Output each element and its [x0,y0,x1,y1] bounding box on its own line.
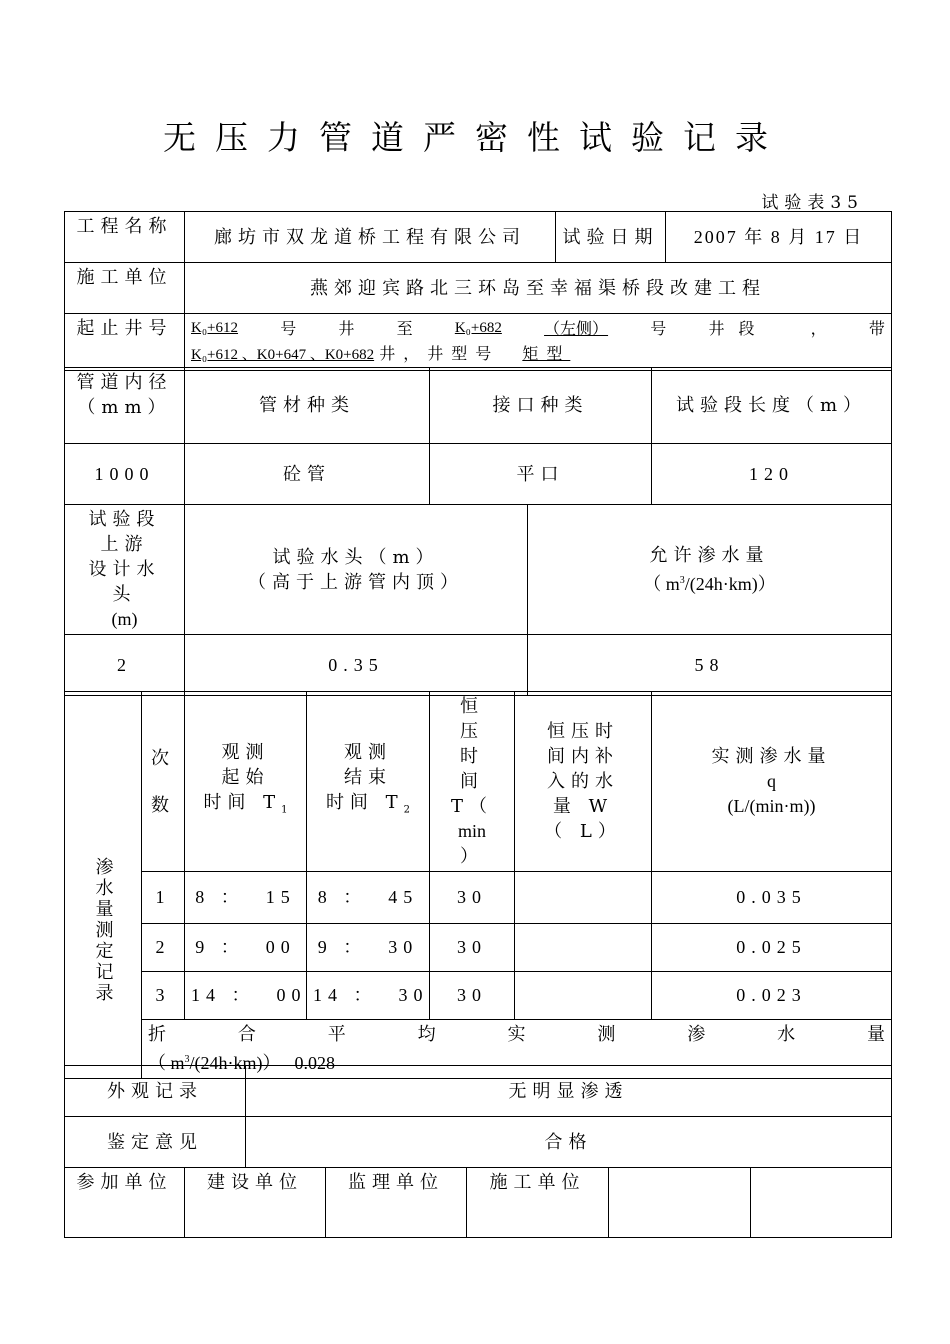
well-range-line-1 [191,316,885,341]
col-q-1: 实测渗水量 [711,746,832,767]
well-text-hao-2: 号 [650,319,667,338]
water-head-table [64,504,892,696]
well-range-label: 起止井号 [65,314,185,371]
design-head-value: 2 [65,635,185,696]
appearance-value: 无明显渗透 [246,1066,892,1117]
table-row [65,972,892,1020]
supervise-unit-label: 监理单位 [326,1168,467,1238]
test-date-label: 试验日期 [556,212,666,263]
row-start-time: 9 ： 00 [185,924,307,972]
test-head-label-2: （高于上游管内顶） [248,571,464,593]
col-q-3: (L/(min·m)) [727,796,816,816]
participants-table [64,1167,892,1238]
row-const-time: 30 [430,872,515,924]
row-water-added [515,872,652,924]
project-name-label: 工程名称 [65,212,185,263]
col-end-3: 时间 T [325,792,404,814]
appearance-label: 外观记录 [65,1066,246,1117]
row-const-time: 30 [430,972,515,1020]
construct-unit-label: 施工单位 [467,1168,609,1238]
pipe-material-value: 砼管 [185,444,430,505]
col-end-1: 观测 [344,742,392,764]
well-type-label: 井，井型号 [379,344,500,363]
col-const-7: ） [460,846,484,867]
row-seepage-q: 0.023 [652,972,892,1020]
pipe-diameter-value: 1000 [65,444,185,505]
test-head-value: 0.35 [185,635,528,696]
col-start-2: 起始 [221,767,270,789]
row-seepage-q: 0.035 [652,872,892,924]
col-const-5: T（ [450,796,493,817]
participants-label: 参加单位 [65,1168,185,1238]
design-head-label-3: 设计水 [88,559,161,580]
well-text-hao: 号 [280,319,297,338]
col-const-2: 压 [460,721,484,742]
well-range-value [185,314,892,371]
test-head-label-1: 试验水头（m） [272,546,440,568]
col-q-header [652,692,892,872]
col-count-header [142,692,185,872]
well-text-dai: 带 [868,319,885,338]
construction-unit-label: 施工单位 [65,263,185,314]
measurement-section-label [65,692,142,1079]
col-start-header [185,692,307,872]
opinion-label: 鉴定意见 [65,1117,246,1168]
allowable-seepage-label [528,505,892,635]
measurement-section-text: 渗水量测定记录 [92,856,114,1004]
avg-char: 折 [148,1024,166,1045]
project-name-value: 廊坊市双龙道桥工程有限公司 [185,212,556,263]
allowable-seepage-unit [534,568,885,597]
well-text-segment: 井段 [708,319,769,338]
average-seepage-value: 0.028 [294,1053,335,1073]
opinion-value: 合格 [246,1117,892,1168]
avg-unit-sup: 3 [184,1054,190,1065]
to-well: K₀+682 [454,320,502,336]
row-const-time: 30 [430,924,515,972]
well-range-line-2 [191,341,885,368]
well-type-value: 矩型 [522,344,571,363]
from-well: K₀+612 [191,320,239,336]
col-water-4: 量 W [552,796,614,817]
avg-char: 量 [867,1024,885,1045]
well-text-jing: 井 [338,319,355,338]
signature-cell-1 [609,1168,751,1238]
result-table [64,1065,892,1168]
avg-char: 均 [417,1024,436,1045]
average-seepage-label [148,1022,885,1047]
col-const-1: 恒 [460,696,484,717]
col-water-header [515,692,652,872]
col-const-4: 间 [460,771,484,792]
row-water-added [515,972,652,1020]
pipe-diameter-label: 管道内径（mm） [65,368,185,444]
avg-char: 合 [237,1024,256,1045]
col-start-3: 时间 T [203,792,282,814]
row-end-time: 14 ： 30 [307,972,430,1020]
row-start-time: 8 ： 15 [185,872,307,924]
signature-cell-2 [751,1168,892,1238]
form-number: 试验表35 [761,193,864,213]
table-row [65,924,892,972]
design-head-label-4: 头 [112,584,137,605]
test-date-value: 2007 年 8 月 17 日 [666,212,892,263]
build-unit-label: 建设单位 [185,1168,326,1238]
table-row [65,872,892,924]
col-const-header [430,692,515,872]
avg-char: 水 [777,1024,796,1045]
col-end-2: 结束 [344,767,392,789]
well-side: （左侧） [544,319,609,338]
allowable-unit-post: /(24h·km)） [684,573,776,594]
avg-char: 实 [507,1024,526,1045]
included-wells: K₀+612 、K0+647 、K0+682 [191,347,375,363]
col-count-1: 次 [151,747,175,769]
row-start-time: 14 ： 00 [185,972,307,1020]
well-text-zhi: 至 [396,319,413,338]
col-end-sub: 2 [403,804,411,816]
construction-unit-value: 燕郊迎宾路北三环岛至幸福渠桥段改建工程 [185,263,892,314]
segment-length-value: 120 [652,444,892,505]
avg-char: 测 [597,1024,616,1045]
col-water-5: （ L） [544,821,622,842]
seepage-measurement-table [64,691,892,1079]
allowable-unit-pre: （ m [643,573,680,594]
allowable-seepage-label-1: 允许渗水量 [649,544,770,566]
avg-char: 渗 [687,1024,706,1045]
well-text-comma: ， [810,319,827,338]
avg-char: 平 [327,1024,346,1045]
row-count: 2 [142,924,185,972]
project-info-table [64,211,892,371]
col-water-1: 恒压时 [547,721,619,742]
col-end-header [307,692,430,872]
row-seepage-q: 0.025 [652,924,892,972]
design-head-label-1: 试验段 [88,509,161,530]
joint-type-label: 接口种类 [430,368,652,444]
col-start-1: 观测 [221,742,270,764]
segment-length-label: 试验段长度（m） [652,368,892,444]
pipe-material-label: 管材种类 [185,368,430,444]
col-const-3: 时 [460,746,484,767]
col-const-6: min [457,821,486,841]
col-start-sub: 1 [281,804,288,816]
pipe-info-table [64,367,892,505]
row-count: 1 [142,872,185,924]
row-count: 3 [142,972,185,1020]
avg-unit-post: /(24h·km)） [189,1053,281,1073]
row-end-time: 9 ： 30 [307,924,430,972]
col-end-3-wrap [313,790,423,823]
allowable-seepage-value: 58 [528,635,892,696]
design-head-label-2: 上游 [100,534,149,555]
col-water-2: 间内补 [547,746,619,767]
allowable-unit-sup: 3 [679,574,685,586]
row-end-time: 8 ： 45 [307,872,430,924]
row-water-added [515,924,652,972]
col-count-2: 数 [151,794,175,816]
design-head-label-5: (m) [111,609,138,629]
col-water-3: 入的水 [547,771,619,792]
avg-unit-pre: （ m [148,1053,185,1073]
test-head-label [185,505,528,635]
joint-type-value: 平口 [430,444,652,505]
col-start-3-wrap [191,790,300,823]
design-head-label [65,505,185,635]
col-q-2: q [767,771,776,791]
page-title: 无压力管道严密性试验记录 [163,118,787,157]
